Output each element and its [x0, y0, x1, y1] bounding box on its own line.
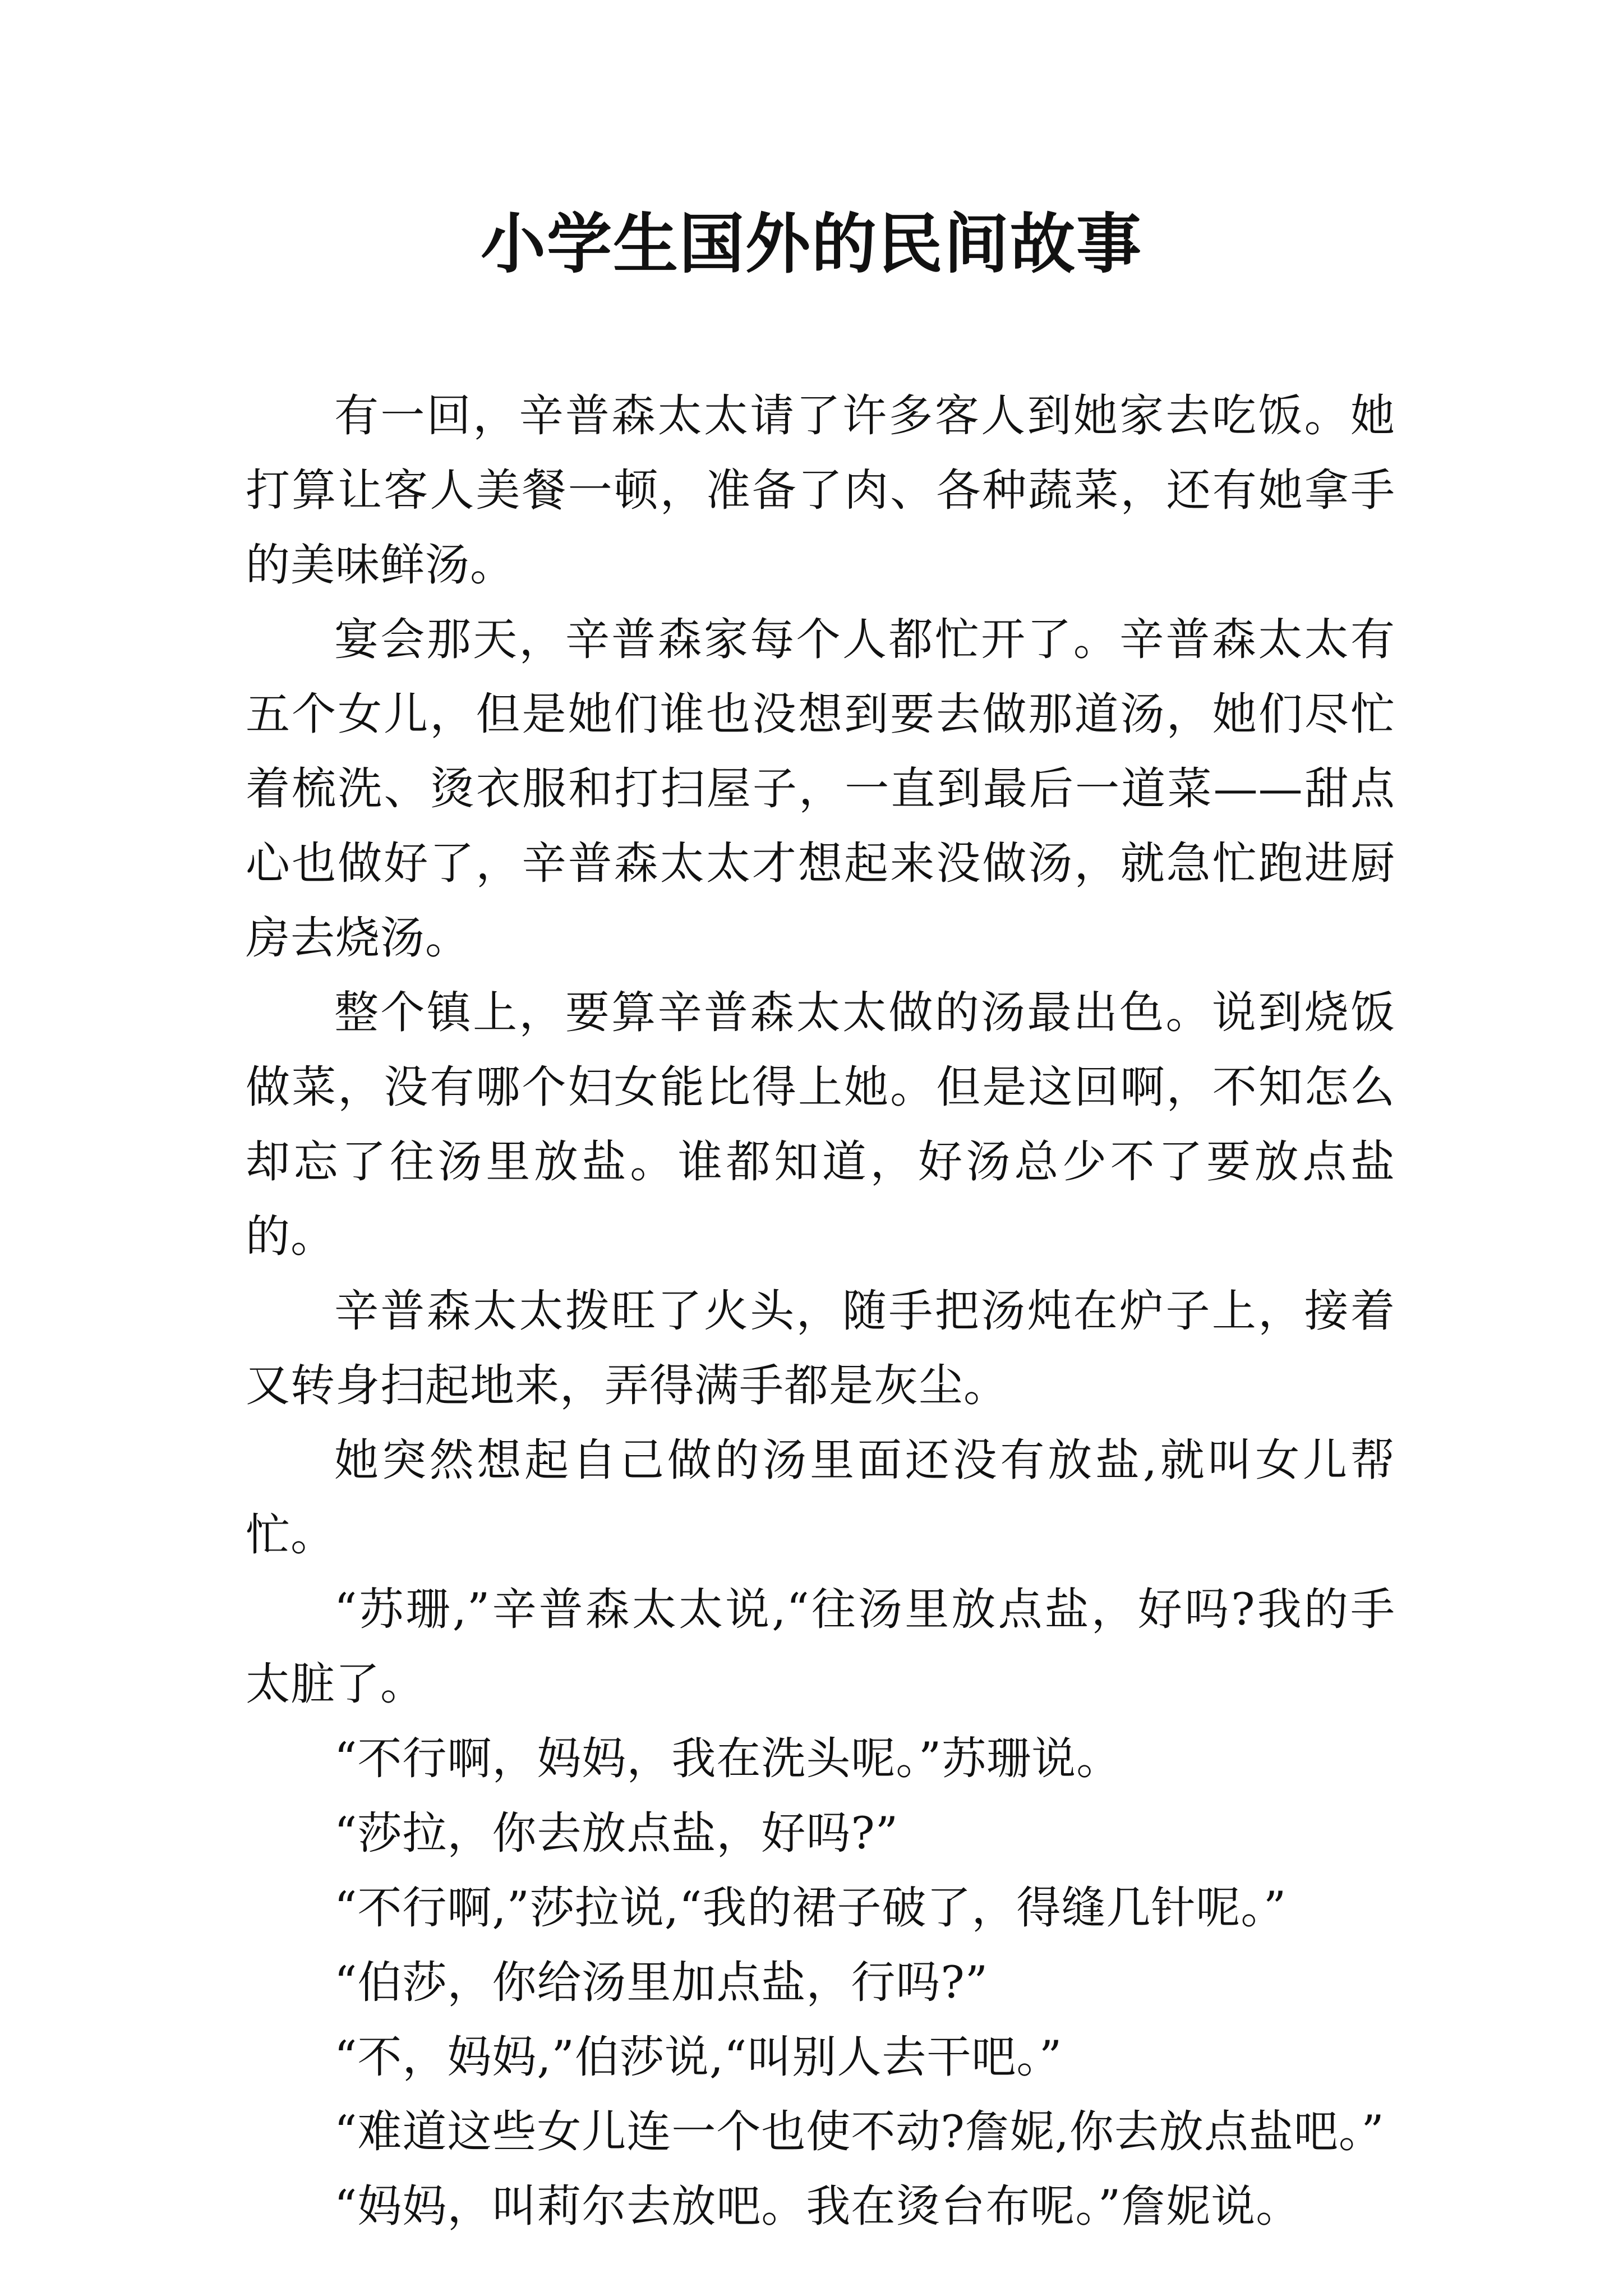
paragraph-3: 整个镇上，要算辛普森太太做的汤最出色。说到烧饭做菜，没有哪个妇女能比得上她。但是这回啊，不知怎么却忘了往汤里放盐。谁都知道，好汤总少不了要放点盐的。	[246, 987, 1395, 1262]
paragraph-11: “不，妈妈,”伯莎说,“叫别人去干吧。”	[334, 2031, 1063, 2083]
paragraph-6: “苏珊,”辛普森太太说,“往汤里放点盐，好吗?我的手太脏了。	[246, 1584, 1395, 1710]
paragraph-12: “难道这些女儿连一个也使不动?詹妮,你去放点盐吧。”	[334, 2106, 1385, 2157]
paragraph-2: 宴会那天，辛普森家每个人都忙开了。辛普森太太有五个女儿，但是她们谁也没想到要去做那道汤，她们尽忙着梳洗、烫衣服和打扫屋子，一直到最后一道菜——甜点心也做好了，辛普森太太才想起来没做汤，就急忙跑进厨房去烧汤。	[246, 614, 1395, 964]
paragraph-9: “不行啊,”莎拉说,“我的裙子破了，得缝几针呢。”	[334, 1882, 1287, 1934]
paragraph-1: 有一回，辛普森太太请了许多客人到她家去吃饭。她打算让客人美餐一顿，准备了肉、各种蔬菜，还有她拿手的美味鲜汤。	[246, 390, 1395, 591]
paragraph-4: 辛普森太太拨旺了火头，随手把汤炖在炉子上，接着又转身扫起地来，弄得满手都是灰尘。	[246, 1285, 1395, 1411]
paragraph-5: 她突然想起自己做的汤里面还没有放盐,就叫女儿帮忙。	[246, 1434, 1395, 1561]
document-body	[246, 379, 1395, 2244]
paragraph-13: “妈妈，叫莉尔去放吧。我在烫台布呢。”詹妮说。	[334, 2180, 1301, 2232]
paragraph-8: “莎拉，你去放点盐，好吗?”	[334, 1807, 899, 1859]
paragraph-7: “不行啊，妈妈，我在洗头呢。”苏珊说。	[334, 1733, 1122, 1784]
document-title: 小学生国外的民间故事	[481, 206, 1142, 282]
paragraph-10: “伯莎，你给汤里加点盐，行吗?”	[334, 1957, 989, 2008]
